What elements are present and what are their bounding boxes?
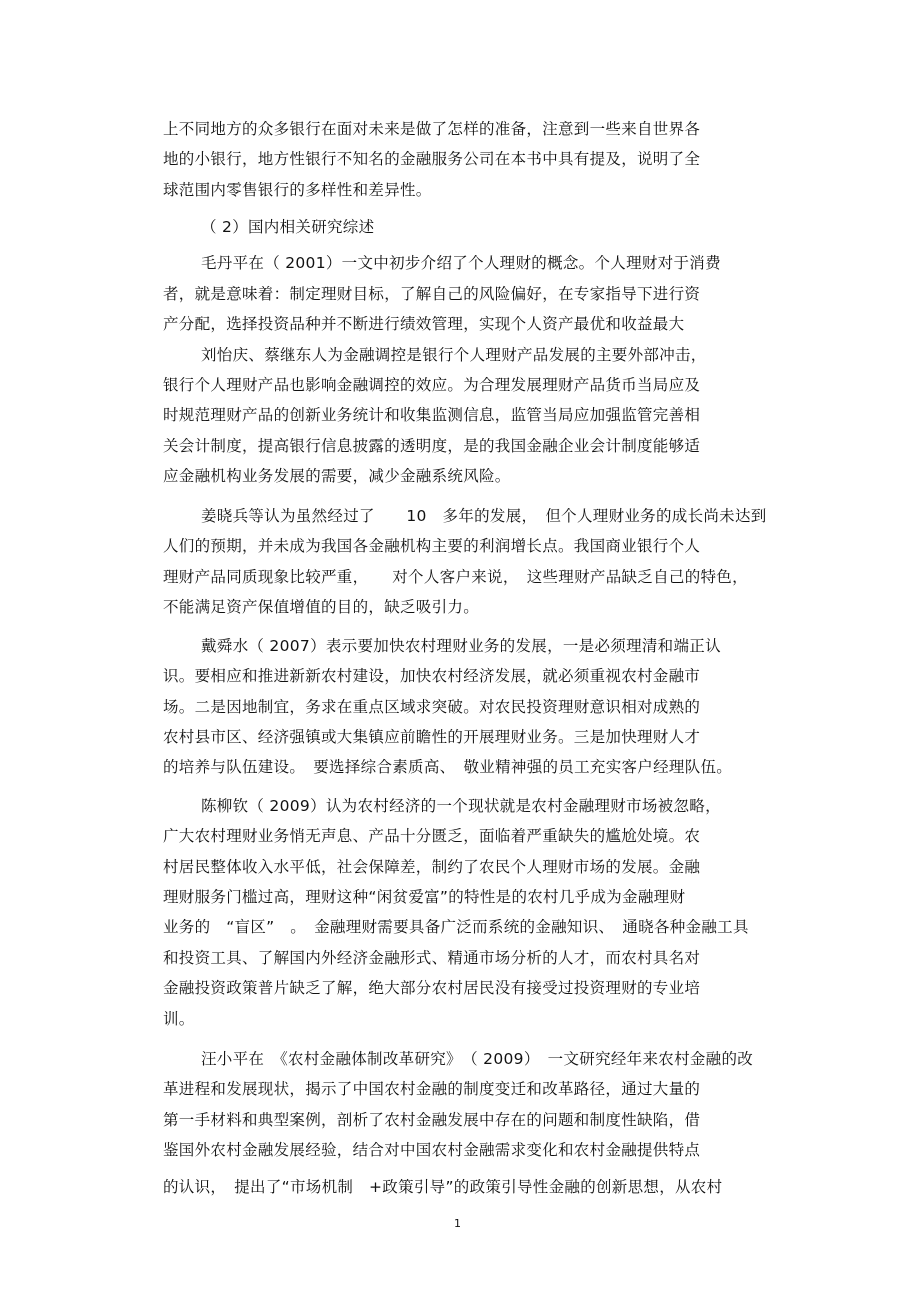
text-line: 理财产品同质现象比较严重， 对个人客户来说， 这些理财产品缺乏自己的特色， xyxy=(163,568,748,586)
section-heading: （ 2）国内相关研究综述 xyxy=(201,218,375,236)
text-line: 场。二是因地制宜，务求在重点区域求突破。对农民投资理财意识相对成熟的 xyxy=(163,698,701,716)
page-number: 1 xyxy=(454,1217,461,1230)
text-line: 者，就是意味着：制定理财目标，了解自己的风险偏好，在专家指导下进行资 xyxy=(163,285,701,303)
text-line: 时规范理财产品的创新业务统计和收集监测信息，监管当局应加强监管完善相 xyxy=(163,406,701,424)
text-line: 第一手材料和典型案例，剖析了农村金融发展中存在的问题和制度性缺陷，借 xyxy=(163,1111,701,1129)
text-line: 球范围内零售银行的多样性和差异性。 xyxy=(163,181,432,199)
text-line: 关会计制度，提高银行信息披露的透明度，是的我国金融企业会计制度能够适 xyxy=(163,437,701,455)
text-line: 村居民整体收入水平低，社会保障差，制约了农民个人理财市场的发展。金融 xyxy=(163,858,701,876)
text-line: 银行个人理财产品也影响金融调控的效应。为合理发展理财产品货币当局应及 xyxy=(163,376,701,394)
text-line: 应金融机构业务发展的需要，减少金融系统风险。 xyxy=(163,467,511,485)
text-line: 毛丹平在（ 2001）一文中初步介绍了个人理财的概念。个人理财对于消费 xyxy=(201,254,721,272)
text-line: 的培养与队伍建设。 要选择综合素质高、 敬业精神强的员工充实客户经理队伍。 xyxy=(163,758,733,776)
text-line: 革进程和发展现状，揭示了中国农村金融的制度变迁和改革路径，通过大量的 xyxy=(163,1080,701,1098)
text-line: 理财服务门槛过高，理财这种“闲贫爱富”的特性是的农村几乎成为金融理财 xyxy=(163,888,686,906)
text-line: 人们的预期，并未成为我国各金融机构主要的利润增长点。我国商业银行个人 xyxy=(163,537,701,555)
text-line: 鉴国外农村金融发展经验，结合对中国农村金融需求变化和农村金融提供特点 xyxy=(163,1141,701,1159)
text-line: 戴舜水（ 2007）表示要加快农村理财业务的发展，一是必须理清和端正认 xyxy=(201,637,721,655)
text-line: 识。要相应和推进新新农村建设，加快农村经济发展，就必须重视农村金融市 xyxy=(163,667,701,685)
text-line: 地的小银行，地方性银行不知名的金融服务公司在本书中具有提及，说明了全 xyxy=(163,150,701,168)
text-line: 不能满足资产保值增值的目的，缺乏吸引力。 xyxy=(163,598,480,616)
text-line: 陈柳钦（ 2009）认为农村经济的一个现状就是农村金融理财市场被忽略， xyxy=(201,797,721,815)
text-line: 产分配，选择投资品种并不断进行绩效管理，实现个人资产最优和收益最大 xyxy=(163,315,685,333)
text-line: 姜晓兵等认为虽然经过了 10 多年的发展， 但个人理财业务的成长尚未达到 xyxy=(201,507,767,525)
text-line: 的认识， 提出了“市场机制 +政策引导”的政策引导性金融的创新思想，从农村 xyxy=(163,1178,723,1196)
text-line: 和投资工具、了解国内外经济金融形式、精通市场分析的人才，而农村具名对 xyxy=(163,949,701,967)
text-line: 业务的 “盲区” 。 金融理财需要具备广泛而系统的金融知识、 通晓各种金融工具 xyxy=(163,918,749,936)
text-line: 训。 xyxy=(163,1010,195,1028)
text-line: 刘怡庆、蔡继东人为金融调控是银行个人理财产品发展的主要外部冲击， xyxy=(201,346,707,364)
text-line: 上不同地方的众多银行在面对未来是做了怎样的准备，注意到一些来自世界各 xyxy=(163,120,701,138)
text-line: 广大农村理财业务悄无声息、产品十分匮乏，面临着严重缺失的尴尬处境。农 xyxy=(163,827,701,845)
text-line: 汪小平在 《农村金融体制改革研究》 （ 2009） 一文研究经年来农村金融的改 xyxy=(201,1050,754,1068)
text-line: 农村县市区、经济强镇或大集镇应前瞻性的开展理财业务。三是加快理财人才 xyxy=(163,728,701,746)
text-line: 金融投资政策普片缺乏了解，绝大部分农村居民没有接受过投资理财的专业培 xyxy=(163,979,701,997)
